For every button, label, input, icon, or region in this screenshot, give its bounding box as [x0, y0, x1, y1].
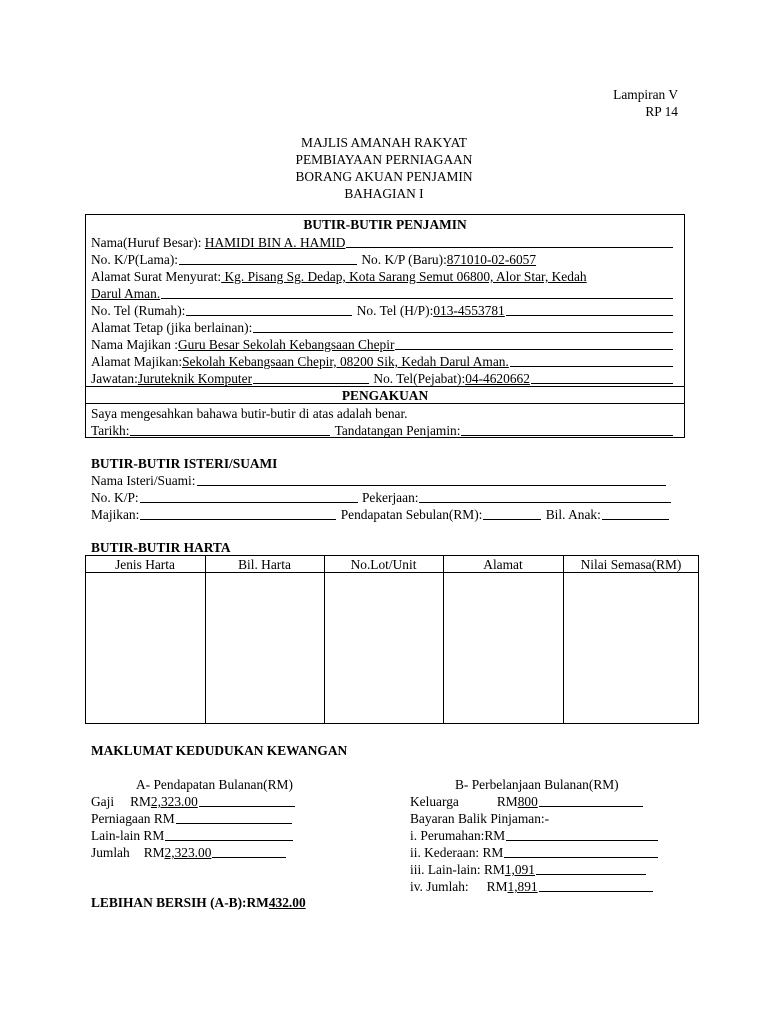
expense-total-rm: RM — [486, 879, 508, 894]
expense-other-row — [410, 861, 647, 878]
declaration-statement: Saya mengesahkan bahawa butir-butir di atas adalah benar. — [91, 406, 408, 421]
employer-address-blank[interactable] — [510, 366, 673, 367]
income-business-row — [91, 810, 293, 827]
expense-vehicle-row — [410, 844, 659, 861]
expense-heading: B- Perbelanjaan Bulanan(RM) — [455, 777, 619, 792]
spouse-children-label: Bil. Anak: — [542, 507, 601, 522]
net-value[interactable]: 432.00 — [268, 895, 306, 910]
spouse-occupation-blank[interactable] — [419, 502, 671, 503]
address-label: Alamat Surat Menyurat: — [91, 269, 222, 284]
expense-family-row — [410, 793, 644, 810]
address-value[interactable]: Kg. Pisang Sg. Dedap, Kota Sarang Semut 06800, Alor Star, Kedah — [221, 269, 587, 284]
ic-new-label: No. K/P (Baru): — [358, 252, 447, 267]
business-blank[interactable] — [176, 823, 292, 824]
address-blank[interactable] — [161, 298, 673, 299]
salary-label: Gaji — [91, 794, 115, 809]
spouse-children-blank[interactable] — [602, 519, 669, 520]
declaration-sign-row — [91, 422, 674, 439]
tel-hp-blank[interactable] — [506, 315, 673, 316]
spouse-name-blank[interactable] — [197, 485, 667, 486]
expense-housing-row — [410, 827, 659, 844]
guarantor-address-row-2 — [91, 285, 674, 302]
family-blank[interactable] — [539, 806, 643, 807]
form-reference: RP 14 — [645, 104, 678, 119]
title-form: BORANG AKUAN PENJAMIN — [295, 169, 473, 184]
salary-blank[interactable] — [199, 806, 295, 807]
spouse-heading: BUTIR-BUTIR ISTERI/SUAMI — [91, 456, 278, 471]
assets-cell-lot[interactable] — [325, 573, 443, 723]
signature-blank[interactable] — [461, 435, 673, 436]
income-other-blank[interactable] — [165, 840, 293, 841]
net-label: LEBIHAN BERSIH (A-B):RM — [91, 895, 269, 910]
assets-cell-address[interactable] — [444, 573, 563, 723]
guarantor-name-row — [91, 234, 674, 251]
date-blank[interactable] — [130, 435, 330, 436]
appendix-label: Lampiran V — [613, 87, 678, 102]
family-value[interactable]: 800 — [517, 794, 538, 809]
vehicle-blank[interactable] — [504, 857, 658, 858]
employer-value[interactable]: Guru Besar Sekolah Kebangsaan Chepir — [178, 337, 395, 352]
assets-heading: BUTIR-BUTIR HARTA — [91, 540, 231, 555]
spouse-ic-label: No. K/P: — [91, 490, 139, 505]
guarantor-address-row — [91, 268, 674, 285]
guarantor-perm-address-row — [91, 319, 674, 336]
ic-new-value[interactable]: 871010-02-6057 — [446, 252, 537, 267]
tel-office-label: No. Tel(Pejabat): — [370, 371, 466, 386]
income-other-label: Lain-lain RM — [91, 828, 165, 843]
expense-total-blank[interactable] — [539, 891, 653, 892]
income-heading: A- Pendapatan Bulanan(RM) — [136, 777, 293, 792]
assets-col-address: Alamat — [483, 557, 523, 572]
spouse-name-label: Nama Isteri/Suami: — [91, 473, 196, 488]
tel-office-value[interactable]: 04-4620662 — [465, 371, 530, 386]
guarantor-position-row — [91, 370, 674, 387]
address-value-2[interactable]: Darul Aman. — [91, 286, 161, 301]
income-total-value[interactable]: 2,323.00 — [164, 845, 212, 860]
family-label: Keluarga — [410, 794, 459, 809]
assets-col-count: Bil. Harta — [238, 557, 291, 572]
employer-blank[interactable] — [395, 349, 673, 350]
vehicle-label: ii. Kederaan: RM — [410, 845, 504, 860]
housing-blank[interactable] — [506, 840, 658, 841]
finance-heading: MAKLUMAT KEDUDUKAN KEWANGAN — [91, 743, 348, 758]
guarantor-tel-row — [91, 302, 674, 319]
name-label: Nama(Huruf Besar): — [91, 235, 205, 250]
assets-cell-value[interactable] — [564, 573, 698, 723]
signature-label: Tandatangan Penjamin: — [331, 423, 461, 438]
income-total-rm: RM — [143, 845, 165, 860]
spouse-employer-row — [91, 506, 670, 523]
spouse-ic-row — [91, 489, 672, 506]
tel-home-label: No. Tel (Rumah): — [91, 303, 186, 318]
employer-address-label: Alamat Majikan: — [91, 354, 183, 369]
assets-col-type: Jenis Harta — [115, 557, 175, 572]
assets-col-value: Nilai Semasa(RM) — [580, 557, 682, 572]
spouse-employer-label: Majikan: — [91, 507, 140, 522]
salary-rm: RM — [130, 794, 151, 809]
title-part: BAHAGIAN I — [344, 186, 424, 201]
name-blank[interactable] — [346, 247, 673, 248]
guarantor-employer-address-row — [91, 353, 674, 370]
declaration-heading: PENGAKUAN — [341, 388, 429, 403]
ic-old-blank[interactable] — [179, 264, 357, 265]
spouse-income-label: Pendapatan Sebulan(RM): — [337, 507, 483, 522]
guarantor-heading: BUTIR-BUTIR PENJAMIN — [303, 217, 467, 232]
assets-cell-type[interactable] — [86, 573, 205, 723]
position-blank[interactable] — [253, 383, 369, 384]
tel-hp-value[interactable]: 013-4553781 — [433, 303, 505, 318]
name-value[interactable]: HAMIDI BIN A. HAMID — [204, 235, 346, 250]
income-salary-row — [91, 793, 296, 810]
income-total-row — [91, 844, 287, 861]
expense-other-blank[interactable] — [536, 874, 646, 875]
position-value[interactable]: Juruteknik Komputer — [137, 371, 253, 386]
housing-label: i. Perumahan:RM — [410, 828, 506, 843]
perm-address-blank[interactable] — [253, 332, 673, 333]
employer-address-value[interactable]: Sekolah Kebangsaan Chepir, 08200 Sik, Kedah Darul Aman. — [182, 354, 509, 369]
guarantor-employer-row — [91, 336, 674, 353]
expense-other-label: iii. Lain-lain: RM — [410, 862, 505, 877]
employer-label: Nama Majikan : — [91, 337, 179, 352]
spouse-name-row — [91, 472, 667, 489]
spouse-income-blank[interactable] — [483, 519, 541, 520]
expense-total-row — [410, 878, 654, 895]
guarantor-ic-row — [91, 251, 674, 268]
family-rm: RM — [496, 794, 518, 809]
tel-hp-label: No. Tel (H/P): — [353, 303, 434, 318]
spouse-ic-blank[interactable] — [140, 502, 358, 503]
perm-address-label: Alamat Tetap (jika berlainan): — [91, 320, 253, 335]
expense-other-value[interactable]: 1,091 — [504, 862, 535, 877]
tel-home-blank[interactable] — [186, 315, 352, 316]
expense-total-value[interactable]: 1,891 — [507, 879, 538, 894]
expense-loan-row: Bayaran Balik Pinjaman:- — [410, 811, 550, 826]
income-total-blank[interactable] — [212, 857, 286, 858]
income-total-label: Jumlah — [91, 845, 130, 860]
title-agency: MAJLIS AMANAH RAKYAT — [301, 135, 467, 150]
spouse-employer-blank[interactable] — [140, 519, 336, 520]
assets-cell-count[interactable] — [206, 573, 324, 723]
net-surplus-row — [91, 894, 306, 911]
assets-col-lot: No.Lot/Unit — [350, 557, 417, 572]
expense-total-label: iv. Jumlah: — [410, 879, 469, 894]
position-label: Jawatan: — [91, 371, 138, 386]
salary-value[interactable]: 2,323.00 — [150, 794, 198, 809]
business-label: Perniagaan RM — [91, 811, 175, 826]
date-label: Tarikh: — [91, 423, 130, 438]
title-financing: PEMBIAYAAN PERNIAGAAN — [295, 152, 473, 167]
spouse-occupation-label: Pekerjaan: — [358, 490, 419, 505]
tel-office-blank[interactable] — [531, 383, 673, 384]
income-other-row — [91, 827, 294, 844]
ic-old-label: No. K/P(Lama): — [91, 252, 179, 267]
